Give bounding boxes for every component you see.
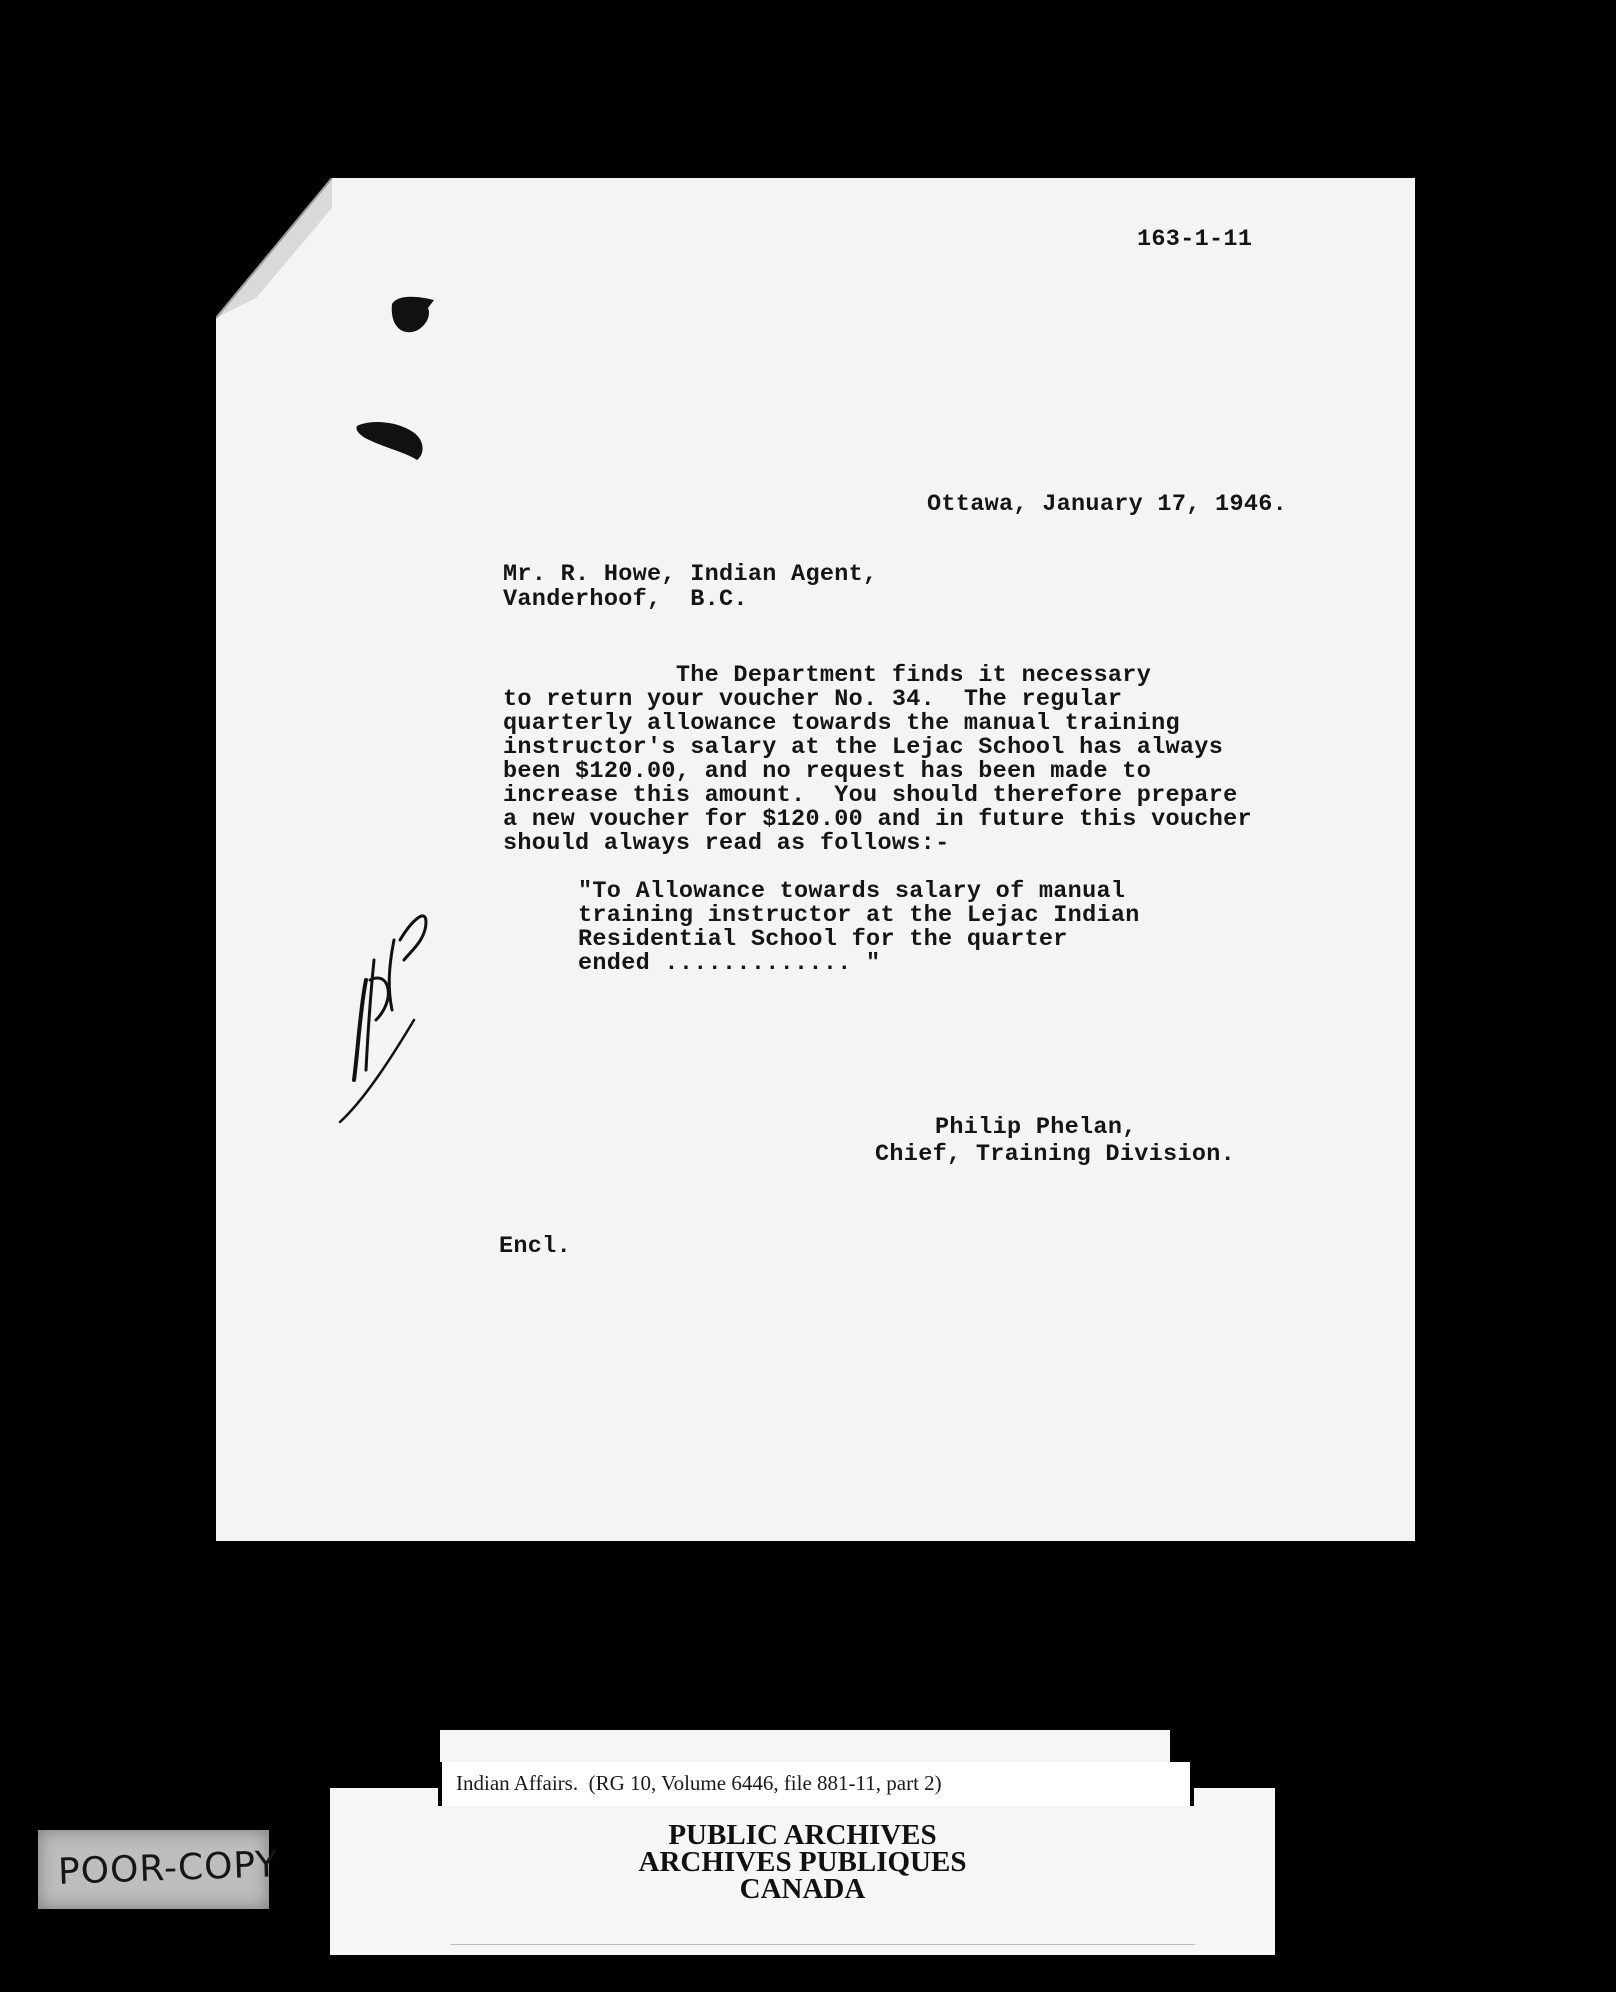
label-notch-left <box>330 1730 440 1788</box>
archives-country: CANADA <box>739 1873 866 1905</box>
enclosure-note: Encl. <box>499 1233 572 1260</box>
letter-body-paragraph: The Department finds it necessary to return your voucher No. 34. The regular quarterly allowance towards the manual training instructor's salary at the Lejac School has always been $120.00, and no request has been made to increase this amount. You should therefore prepare a new voucher for $120.00 and in future this voucher should always read as follows:- <box>503 662 1252 857</box>
archive-reference-text: Indian Affairs. (RG 10, Volume 6446, file 881-11, part 2) <box>456 1771 942 1795</box>
poor-copy-label <box>38 1830 279 1909</box>
handwritten-initials <box>330 900 440 1125</box>
ink-blot-bottom <box>355 418 427 463</box>
signature-title: Chief, Training Division. <box>875 1141 1236 1168</box>
poor-copy-text: POOR-COPY <box>57 1844 279 1893</box>
signature-name: Philip Phelan, <box>935 1114 1137 1141</box>
archives-name-french: ARCHIVES PUBLIQUES <box>638 1846 967 1878</box>
archives-name-english: PUBLIC ARCHIVES <box>668 1819 937 1851</box>
addressee-line-2: Vanderhoof, B.C. <box>503 586 748 613</box>
letter-date: Ottawa, January 17, 1946. <box>927 491 1288 518</box>
file-reference-number: 163-1-11 <box>1137 226 1253 253</box>
quoted-voucher-text: "To Allowance towards salary of manual training instructor at the Lejac Indian Residential School for the quarter ended ............. " <box>578 878 1140 977</box>
label-bottom-edge <box>450 1944 1195 1955</box>
letter-page <box>216 178 1415 1541</box>
addressee-line-1: Mr. R. Howe, Indian Agent, <box>503 561 878 588</box>
archive-reference-box <box>438 1762 1194 1806</box>
ink-blot-top <box>388 294 440 336</box>
